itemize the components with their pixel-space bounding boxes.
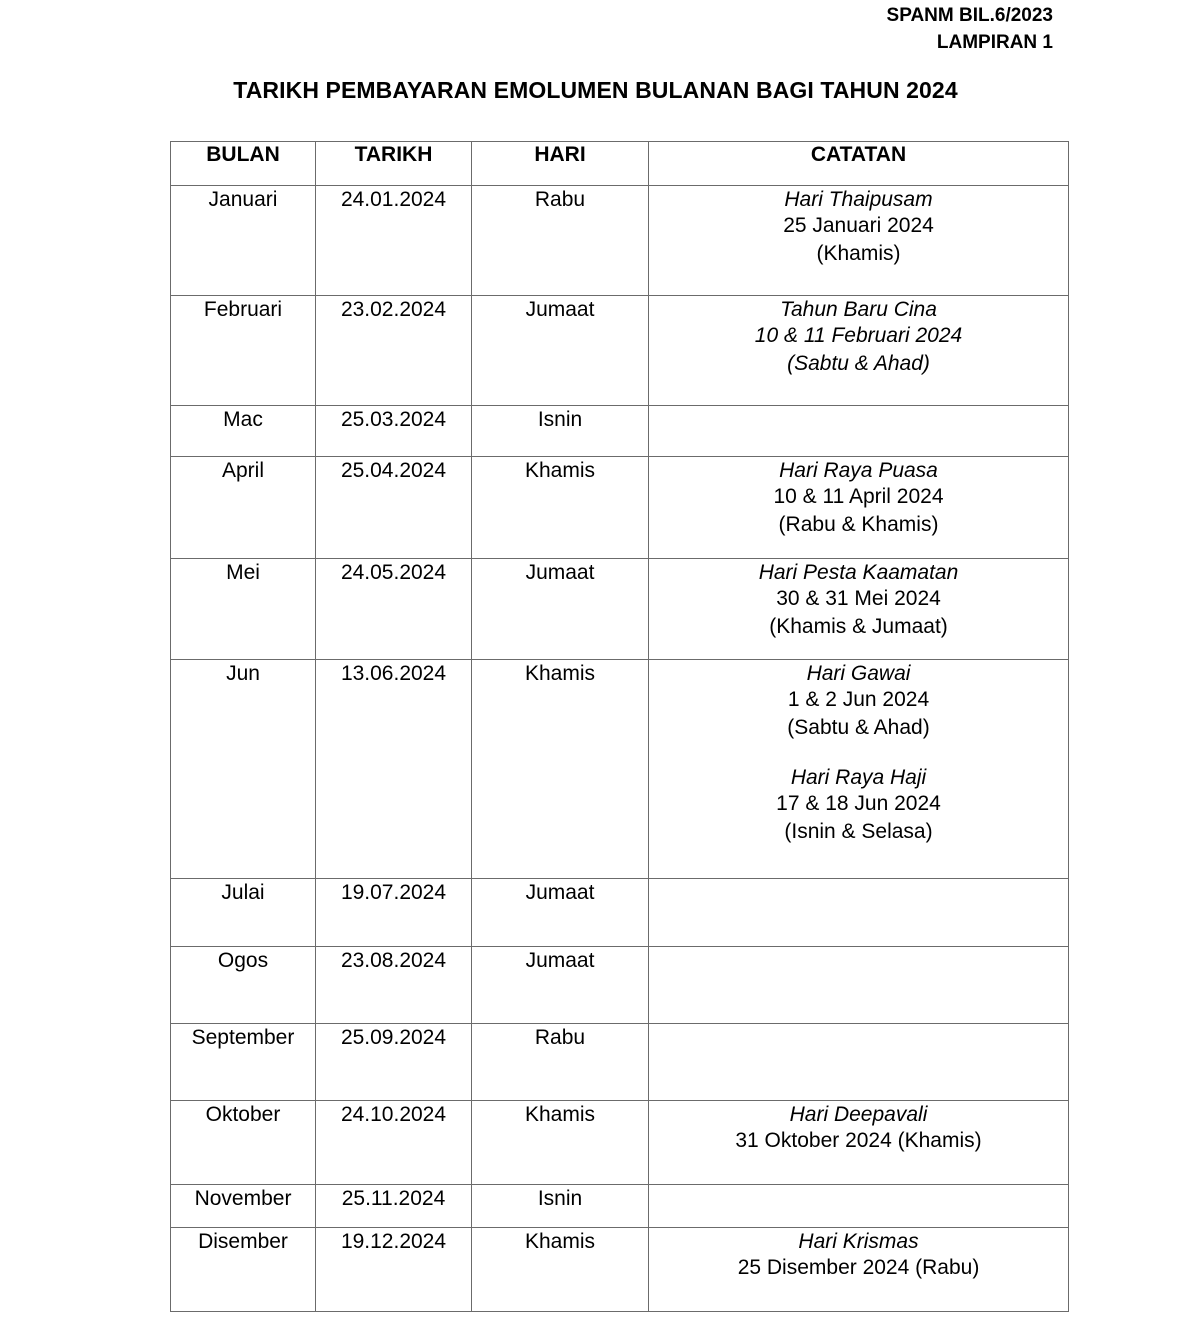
cell-catatan xyxy=(649,296,1069,406)
cell-catatan xyxy=(649,406,1069,457)
cell-tarikh: 19.07.2024 xyxy=(316,879,472,947)
cell-hari: Khamis xyxy=(472,660,649,879)
note-spacer xyxy=(649,743,1068,765)
cell-hari: Rabu xyxy=(472,186,649,296)
table-row xyxy=(171,660,1069,879)
cell-bulan: Disember xyxy=(171,1228,316,1312)
cell-catatan xyxy=(649,947,1069,1024)
cell-catatan xyxy=(649,1228,1069,1312)
cell-bulan: Julai xyxy=(171,879,316,947)
cell-bulan: Mac xyxy=(171,406,316,457)
holiday-dates: 10 & 11 Februari 2024 xyxy=(754,324,963,347)
table-row xyxy=(171,879,1069,947)
holiday-days: (Isnin & Selasa) xyxy=(784,820,933,843)
document-reference xyxy=(887,2,1053,56)
document-title: TARIKH PEMBAYARAN EMOLUMEN BULANAN BAGI TAHUN 2024 xyxy=(233,77,958,103)
holiday-name: Hari Pesta Kaamatan xyxy=(758,561,959,584)
cell-tarikh: 25.04.2024 xyxy=(316,457,472,559)
holiday-name: Hari Krismas xyxy=(798,1230,919,1253)
cell-bulan: Oktober xyxy=(171,1101,316,1185)
cell-bulan: Mei xyxy=(171,559,316,660)
cell-bulan: September xyxy=(171,1024,316,1101)
cell-hari: Jumaat xyxy=(472,879,649,947)
cell-catatan xyxy=(649,1185,1069,1228)
cell-bulan: April xyxy=(171,457,316,559)
cell-catatan xyxy=(649,879,1069,947)
table-row xyxy=(171,1024,1069,1101)
cell-tarikh: 25.11.2024 xyxy=(316,1185,472,1228)
cell-tarikh: 23.02.2024 xyxy=(316,296,472,406)
attachment-label: LAMPIRAN 1 xyxy=(936,32,1053,53)
table-row xyxy=(171,947,1069,1024)
cell-hari: Jumaat xyxy=(472,296,649,406)
table-row xyxy=(171,457,1069,559)
column-header-catatan: CATATAN xyxy=(649,142,1069,186)
cell-tarikh: 23.08.2024 xyxy=(316,947,472,1024)
holiday-days: (Sabtu & Ahad) xyxy=(787,352,930,375)
holiday-dates: 10 & 11 April 2024 xyxy=(773,485,944,508)
holiday-days: (Rabu & Khamis) xyxy=(778,513,939,536)
holiday-name: Tahun Baru Cina xyxy=(780,298,937,321)
holiday-name: Hari Gawai xyxy=(806,662,911,685)
cell-hari: Jumaat xyxy=(472,559,649,660)
payment-schedule-table xyxy=(170,141,1069,1312)
cell-tarikh: 24.01.2024 xyxy=(316,186,472,296)
column-header-bulan: BULAN xyxy=(171,142,316,186)
table-row xyxy=(171,1185,1069,1228)
table-row xyxy=(171,559,1069,660)
cell-catatan xyxy=(649,559,1069,660)
holiday-dates: 31 Oktober 2024 (Khamis) xyxy=(735,1129,982,1152)
holiday-dates: 25 Januari 2024 xyxy=(783,214,934,237)
cell-hari: Rabu xyxy=(472,1024,649,1101)
cell-catatan xyxy=(649,186,1069,296)
holiday-dates: 30 & 31 Mei 2024 xyxy=(776,587,941,610)
cell-bulan: Jun xyxy=(171,660,316,879)
table-row xyxy=(171,296,1069,406)
column-header-hari: HARI xyxy=(472,142,649,186)
table-row xyxy=(171,406,1069,457)
holiday-dates: 1 & 2 Jun 2024 xyxy=(787,688,930,711)
cell-hari: Jumaat xyxy=(472,947,649,1024)
holiday-name: Hari Deepavali xyxy=(789,1103,928,1126)
holiday-days: (Sabtu & Ahad) xyxy=(787,716,930,739)
cell-tarikh: 25.03.2024 xyxy=(316,406,472,457)
cell-catatan xyxy=(649,1024,1069,1101)
cell-catatan xyxy=(649,1101,1069,1185)
holiday-name: Hari Thaipusam xyxy=(784,188,933,211)
cell-tarikh: 24.10.2024 xyxy=(316,1101,472,1185)
column-header-tarikh: TARIKH xyxy=(316,142,472,186)
cell-hari: Isnin xyxy=(472,1185,649,1228)
cell-tarikh: 25.09.2024 xyxy=(316,1024,472,1101)
table-row xyxy=(171,186,1069,296)
cell-bulan: Januari xyxy=(171,186,316,296)
cell-hari: Khamis xyxy=(472,1228,649,1312)
table-body xyxy=(171,186,1069,1312)
cell-catatan xyxy=(649,457,1069,559)
cell-tarikh: 13.06.2024 xyxy=(316,660,472,879)
holiday-dates: 17 & 18 Jun 2024 xyxy=(776,792,941,815)
cell-tarikh: 19.12.2024 xyxy=(316,1228,472,1312)
table-header-row xyxy=(171,142,1069,186)
cell-bulan: Ogos xyxy=(171,947,316,1024)
holiday-days: (Khamis) xyxy=(816,242,901,265)
cell-hari: Isnin xyxy=(472,406,649,457)
holiday-days: (Khamis & Jumaat) xyxy=(769,615,948,638)
cell-bulan: November xyxy=(171,1185,316,1228)
cell-bulan: Februari xyxy=(171,296,316,406)
reference-number: SPANM BIL.6/2023 xyxy=(886,5,1053,26)
cell-hari: Khamis xyxy=(472,1101,649,1185)
cell-tarikh: 24.05.2024 xyxy=(316,559,472,660)
table-row xyxy=(171,1228,1069,1312)
cell-catatan xyxy=(649,660,1069,879)
table-row xyxy=(171,1101,1069,1185)
holiday-name: Hari Raya Haji xyxy=(790,766,927,789)
holiday-name: Hari Raya Puasa xyxy=(779,459,938,482)
cell-hari: Khamis xyxy=(472,457,649,559)
holiday-dates: 25 Disember 2024 (Rabu) xyxy=(737,1256,980,1279)
